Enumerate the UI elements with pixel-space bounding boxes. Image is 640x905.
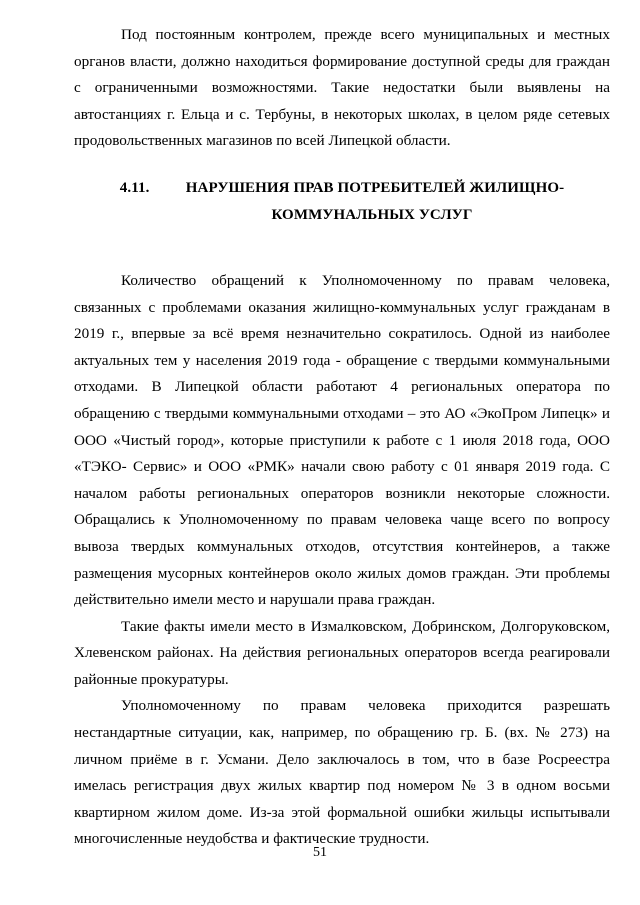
page-number: 51 [313, 845, 327, 860]
section-spacer [74, 229, 610, 268]
section-title-line-1: НАРУШЕНИЯ ПРАВ ПОТРЕБИТЕЛЕЙ ЖИЛИЩНО- [185, 179, 565, 196]
intro-paragraph: Под постоянным контролем, прежде всего муниципальных и местных органов власти, должно находиться формирование доступной среды для граждан с ограниченными возможностями. Такие недостатки были выявлены на автостанциях г. Ельца и с. Тербуны, в некоторых школах, в целом ряде сетевых продовольственных магазинов по всей Липецкой области. [74, 26, 610, 150]
document-page [74, 22, 610, 853]
body-paragraph: Количество обращений к Уполномоченному по правам человека, связанных с проблемами оказания жилищно-коммунальных услуг гражданам в 2019 г., впервые за всё время незначительно сократилось. Одной из наиболее актуальных тем у населения 2019 года - обращение с твердыми коммунальными отходами. В Липецкой области работают 4 региональных оператора по обращению с твердыми коммунальными отходами – это АО «ЭкоПром Липецк» и ООО «Чистый город», которые приступили к работе с 1 июля 2018 года, ООО «ТЭКО- Сервис» и ООО «РМК» начали свою работу с 01 января 2019 года. С началом работы региональных операторов возникли некоторые сложности. Обращались к Уполномоченному по правам человека чаще всего по вопросу вывоза твердых коммунальных отходов, отсутствия контейнеров, а также размещения мусорных контейнеров около жилых домов граждан. Эти проблемы действительно имели место и нарушали права граждан. [74, 271, 610, 609]
section-heading [74, 175, 610, 229]
body-paragraph: Уполномоченному по правам человека приходится разрешать нестандартные ситуации, как, например, по обращению гр. Б. (вх. № 273) на личном приёме в г. Усмани. Дело заключалось в том, что в базе Росреестра имелась регистрация двух жилых квартир под номером № 3 в одном восьми квартирном жилом доме. Из-за этой формальной ошибки жильцы испытывали многочисленные неудобства и фактические трудности. [74, 697, 610, 848]
body-paragraph: Такие факты имели место в Измалковском, Добринском, Долгоруковском, Хлевенском районах. На действия региональных операторов всегда реагировали районные прокуратуры. [74, 617, 610, 688]
section-number: 4.11. [119, 179, 150, 196]
section-title-line-2: КОММУНАЛЬНЫХ УСЛУГ [271, 206, 473, 223]
